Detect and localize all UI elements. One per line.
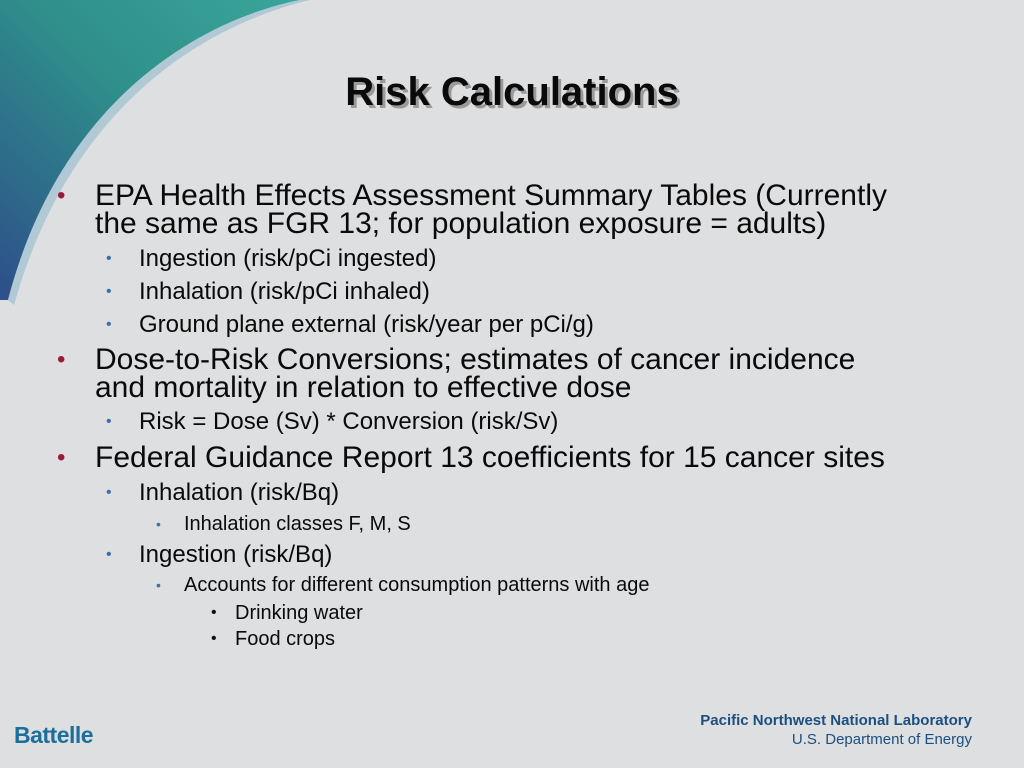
bullet-level1-continuation [95,372,631,403]
bullet-level1-continuation [95,208,826,239]
bullet-text: Drinking water [235,602,363,624]
bullet-level2 [106,311,594,339]
bullet-level4 [211,601,363,625]
bullet-text: Dose-to-Risk Conversions; estimates of cancer incidence [95,343,856,376]
bullet-text: Federal Guidance Report 13 coefficients for 15 cancer sites [95,441,885,474]
bullet-dot: • [57,182,66,209]
bullet-dot: • [57,444,66,471]
bullet-level2 [106,278,430,306]
bullet-level3 [156,512,411,536]
bullet-dot: • [211,630,217,647]
bullet-dot: • [156,516,161,532]
bullet-text: Ground plane external (risk/year per pCi/g) [139,311,594,338]
bullet-dot: • [106,283,112,300]
bullet-text: Ingestion (risk/Bq) [139,541,333,568]
bullet-level2 [106,479,340,507]
bullet-level2 [106,541,333,569]
lab-name: Pacific Northwest National Laboratory [700,712,972,729]
bullet-dot: • [106,546,112,563]
bullet-text: Inhalation classes F, M, S [184,513,411,535]
bullet-dot: • [156,577,161,593]
bullet-text: Ingestion (risk/pCi ingested) [139,245,437,272]
bullet-text: EPA Health Effects Assessment Summary Tables (Currently [95,179,887,212]
bullet-dot: • [106,250,112,267]
department-name: U.S. Department of Energy [791,731,972,748]
bullet-level1 [57,441,885,474]
bullet-text: Inhalation (risk/pCi inhaled) [139,278,430,305]
pnnl-logo [700,712,972,748]
bullet-text: Accounts for different consumption patterns with age [184,574,650,596]
bullet-text: Risk = Dose (Sv) * Conversion (risk/Sv) [139,408,559,435]
slide-title: Risk Calculations [345,70,679,114]
bullet-text: the same as FGR 13; for population exposure = adults) [95,207,827,240]
bullet-text: Food crops [235,628,336,650]
bullet-dot: • [106,413,112,430]
bullet-dot: • [106,484,112,501]
bullet-level4 [211,627,336,651]
bullet-text: and mortality in relation to effective dose [95,371,632,404]
bullet-level2 [106,408,559,436]
bullet-level3 [156,573,650,597]
bullet-dot: • [57,346,66,373]
bullet-text: Inhalation (risk/Bq) [139,479,340,506]
battelle-logo: Battelle [14,722,94,748]
bullet-dot: • [106,316,112,333]
bullet-level2 [106,245,437,273]
bullet-dot: • [211,604,217,621]
